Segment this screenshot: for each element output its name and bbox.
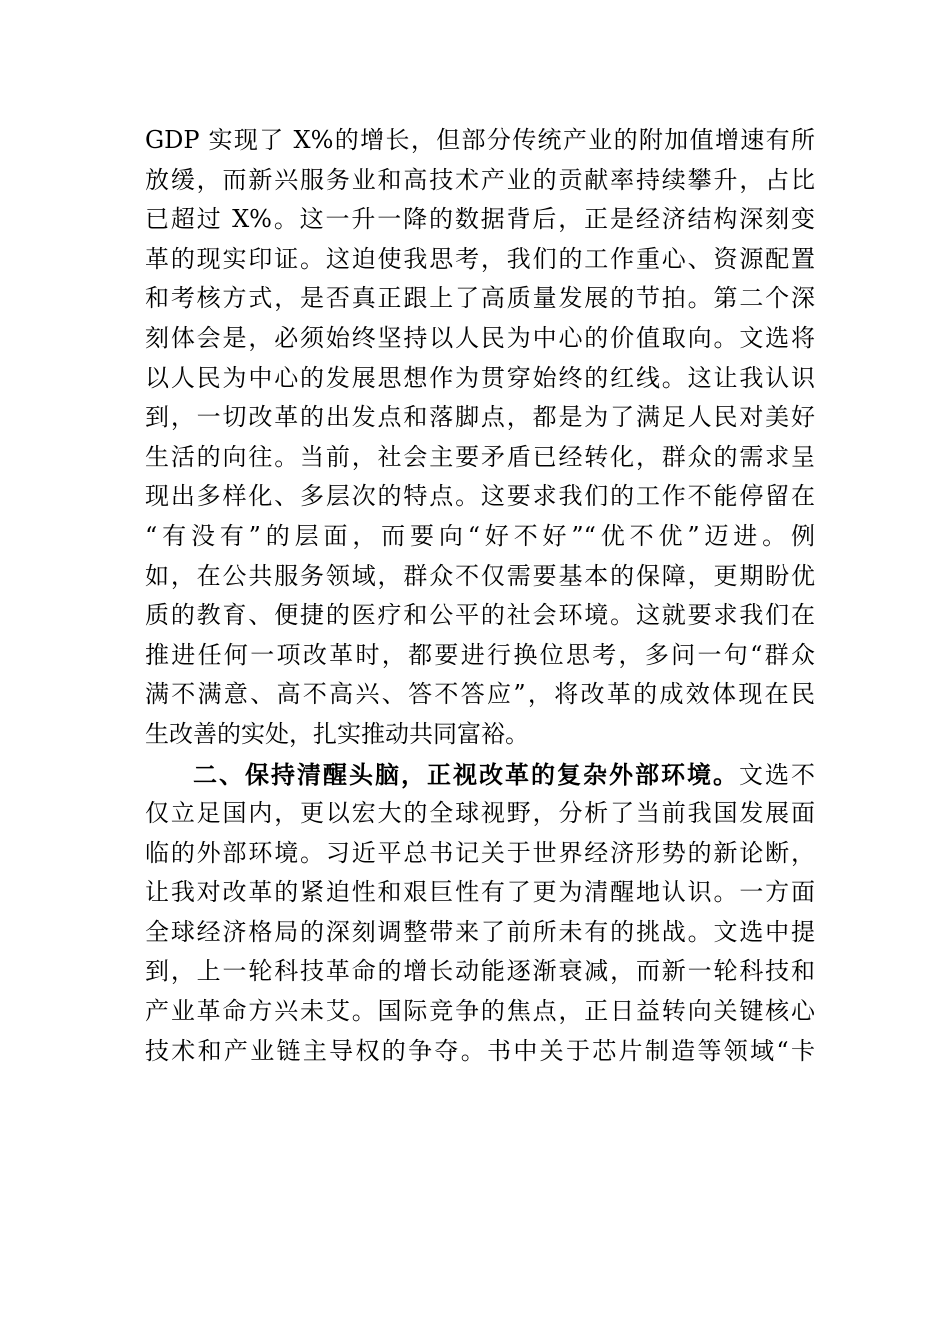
text-line: 现出多样化、多层次的特点。这要求我们的工作不能停留在 <box>145 482 815 511</box>
section-heading: 二、保持清醒头脑，正视改革的复杂外部环境。 <box>193 759 739 789</box>
paragraph-2 <box>145 755 815 1072</box>
text-line: 质的教育、便捷的医疗和公平的社会环境。这就要求我们在 <box>145 601 815 630</box>
text-line: 让我对改革的紧迫性和艰巨性有了更为清醒地认识。一方面 <box>145 878 815 907</box>
text-line: 革的现实印证。这迫使我思考，我们的工作重心、资源配置 <box>145 244 815 273</box>
text-line: 刻体会是，必须始终坚持以人民为中心的价值取向。文选将 <box>145 323 815 352</box>
text-line: 如，在公共服务领域，群众不仅需要基本的保障，更期盼优 <box>145 561 815 590</box>
text-line: 放缓，而新兴服务业和高技术产业的贡献率持续攀升，占比 <box>145 165 815 194</box>
text-line: 和考核方式，是否真正跟上了高质量发展的节拍。第二个深 <box>145 284 815 313</box>
heading-trailing-text: 文选不 <box>739 760 815 789</box>
text-line: 仅立足国内，更以宏大的全球视野，分析了当前我国发展面 <box>145 799 815 828</box>
text-line: 到，一切改革的出发点和落脚点，都是为了满足人民对美好 <box>145 403 815 432</box>
text-line: 推进任何一项改革时，都要进行换位思考，多问一句“群众 <box>145 640 815 669</box>
text-line: 全球经济格局的深刻调整带来了前所未有的挑战。文选中提 <box>145 917 815 946</box>
text-line: 临的外部环境。习近平总书记关于世界经济形势的新论断， <box>145 838 815 867</box>
text-line: “有没有”的层面，而要向“好不好”“优不优”迈进。例 <box>145 521 815 550</box>
text-line: 满不满意、高不高兴、答不答应”，将改革的成效体现在民 <box>145 680 815 709</box>
paragraph-1 <box>145 121 815 755</box>
text-line: 生活的向往。当前，社会主要矛盾已经转化，群众的需求呈 <box>145 442 815 471</box>
text-line: 产业革命方兴未艾。国际竞争的焦点，正日益转向关键核心 <box>145 997 815 1026</box>
body-text <box>145 121 815 1071</box>
paragraph-2-first-line <box>145 755 815 795</box>
text-line: GDP 实现了 X%的增长，但部分传统产业的附加值增速有所 <box>145 126 815 154</box>
text-line: 生改善的实处，扎实推动共同富裕。 <box>145 719 529 748</box>
text-line: 以人民为中心的发展思想作为贯穿始终的红线。这让我认识 <box>145 363 815 392</box>
text-line: 已超过 X%。这一升一降的数据背后，正是经济结构深刻变 <box>145 205 815 234</box>
text-line: 技术和产业链主导权的争夺。书中关于芯片制造等领域“卡 <box>145 1036 815 1065</box>
text-line: 到，上一轮科技革命的增长动能逐渐衰减，而新一轮科技和 <box>145 957 815 986</box>
